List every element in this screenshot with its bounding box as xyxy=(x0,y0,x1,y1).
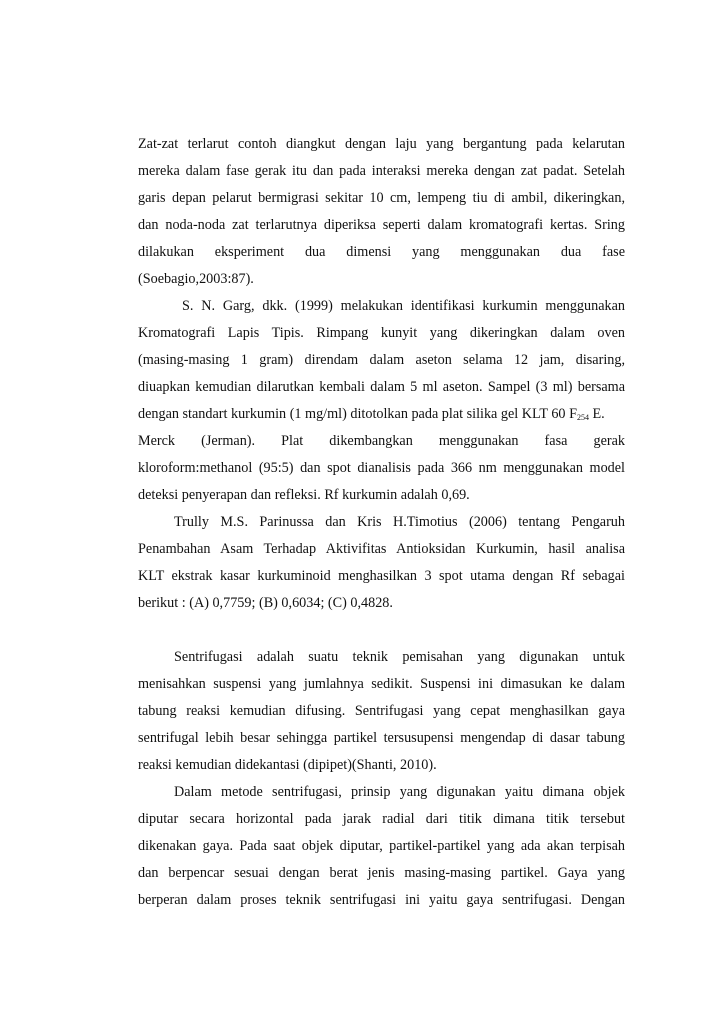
text-line: Kromatografi Lapis Tipis. Rimpang kunyit yang dikeringkan dalam oven xyxy=(138,325,625,341)
text-line: (masing-masing 1 gram) direndam dalam aseton selama 12 jam, disaring, xyxy=(138,352,625,368)
text-line: diuapkan kemudian dilarutkan kembali dalam 5 ml aseton. Sampel (3 ml) bersama xyxy=(138,379,625,395)
text-line: Zat-zat terlarut contoh diangkut dengan laju yang bergantung pada kelarutan xyxy=(138,136,625,152)
text-line: dan berpencar sesuai dengan berat jenis masing-masing partikel. Gaya yang xyxy=(138,865,625,881)
text-line: diputar secara horizontal pada jarak radial dari titik dimana titik tersebut xyxy=(138,811,625,827)
text-line: mereka dalam fase gerak itu dan pada interaksi mereka dengan zat padat. Setelah xyxy=(138,163,625,179)
text-line: S. N. Garg, dkk. (1999) melakukan identifikasi kurkumin menggunakan xyxy=(182,298,625,314)
text-line: sentrifugal lebih besar sehingga partikel tersusupensi mengendap di dasar tabung xyxy=(138,730,625,746)
text-line: tabung reaksi kemudian difusing. Sentrifugasi yang cepat menghasilkan gaya xyxy=(138,703,625,719)
text-line: Trully M.S. Parinussa dan Kris H.Timotius (2006) tentang Pengaruh xyxy=(174,514,625,530)
text-line: kloroform:methanol (95:5) dan spot dianalisis pada 366 nm menggunakan model xyxy=(138,460,625,476)
text-line: deteksi penyerapan dan refleksi. Rf kurkumin adalah 0,69. xyxy=(138,487,470,503)
text-line: dilakukan eksperiment dua dimensi yang menggunakan dua fase xyxy=(138,244,625,260)
text-line: dikenakan gaya. Pada saat objek diputar, partikel-partikel yang ada akan terpisah xyxy=(138,838,625,854)
text-line: Sentrifugasi adalah suatu teknik pemisahan yang digunakan untuk xyxy=(174,649,625,665)
text-fragment: dengan standart kurkumin (1 mg/ml) ditotolkan pada plat silika gel KLT 60 F xyxy=(138,406,577,422)
text-line: Penambahan Asam Terhadap Aktivifitas Antioksidan Kurkumin, hasil analisa xyxy=(138,541,625,557)
text-line: garis depan pelarut bermigrasi sekitar 10 cm, lempeng tiu di ambil, dikeringkan, xyxy=(138,190,625,206)
text-line: Merck (Jerman). Plat dikembangkan menggunakan fasa gerak xyxy=(138,433,625,449)
text-line: berikut : (A) 0,7759; (B) 0,6034; (C) 0,4828. xyxy=(138,595,393,611)
text-line: dan noda-noda zat terlarutnya diperiksa seperti dalam kromatografi kertas. Sring xyxy=(138,217,625,233)
text-line: (Soebagio,2003:87). xyxy=(138,271,254,287)
text-line: Dalam metode sentrifugasi, prinsip yang digunakan yaitu dimana objek xyxy=(174,784,625,800)
subscript: 254 xyxy=(576,413,589,422)
text-line: menisahkan suspensi yang jumlahnya sedikit. Suspensi ini dimasukan ke dalam xyxy=(138,676,625,692)
text-line: KLT ekstrak kasar kurkuminoid menghasilkan 3 spot utama dengan Rf sebagai xyxy=(138,568,625,584)
text-line: berperan dalam proses teknik sentrifugasi ini yaitu gaya sentrifugasi. Dengan xyxy=(138,892,625,908)
text-line: reaksi kemudian didekantasi (dipipet)(Shanti, 2010). xyxy=(138,757,437,773)
text-line xyxy=(138,405,625,423)
text-fragment: E. xyxy=(588,406,605,422)
